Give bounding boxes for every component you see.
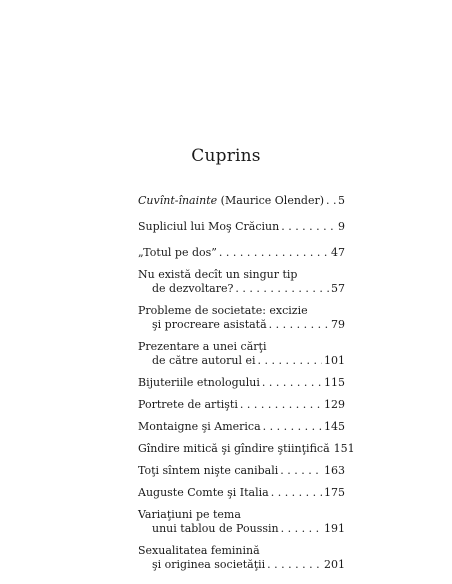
toc-page-number: 79 <box>331 318 345 331</box>
toc-page-number: 151 <box>333 442 355 455</box>
dot-leader <box>281 522 322 536</box>
toc-entry <box>138 464 345 478</box>
dot-leader <box>269 318 329 332</box>
toc-page-number: 9 <box>338 220 345 233</box>
toc-entry-title-line1: Nu există decît un singur tip <box>138 268 298 281</box>
toc-page-number: 57 <box>331 282 345 295</box>
toc-page-number: 129 <box>324 398 345 411</box>
toc-entry-title-line1: Prezentare a unei cărţi <box>138 340 267 353</box>
page-title: Cuprins <box>191 146 261 166</box>
toc-page-number: 145 <box>324 420 345 433</box>
toc-entry-title-line1: Variaţiuni pe tema <box>138 508 241 521</box>
toc-entry <box>138 376 345 390</box>
toc-entry <box>138 544 345 572</box>
toc-entry <box>138 442 355 456</box>
toc-page-number: 191 <box>324 522 345 535</box>
toc-entry <box>138 420 345 434</box>
toc-page-number: 47 <box>331 246 345 259</box>
dot-leader <box>263 420 322 434</box>
toc-entry-title: Bijuteriile etnologului <box>138 376 260 389</box>
toc-page-number: 201 <box>324 558 345 571</box>
dot-leader <box>280 464 322 478</box>
toc-entry <box>138 340 345 368</box>
toc-entry-title: de dezvoltare? <box>152 282 234 295</box>
toc-entry-title: Auguste Comte şi Italia <box>138 486 269 499</box>
toc-entry-title: unui tablou de Poussin <box>152 522 279 535</box>
toc-entry-title: Montaigne şi America <box>138 420 261 433</box>
dot-leader <box>271 486 322 500</box>
dot-leader <box>262 376 322 390</box>
toc-entry-title: de către autorul ei <box>152 354 256 367</box>
toc-entry-title-line1: Sexualitatea feminină <box>138 544 260 557</box>
toc-entry <box>138 486 345 500</box>
toc-page-number: 163 <box>324 464 345 477</box>
toc-entry <box>138 304 345 332</box>
toc-entry-title: Gîndire mitică şi gîndire ştiinţifică <box>138 442 330 455</box>
toc-entry-title: şi procreare asistată <box>152 318 267 331</box>
toc-entry-title: şi originea societăţii <box>152 558 266 571</box>
dot-leader <box>267 558 322 572</box>
toc-entry <box>138 220 345 234</box>
toc-entry-title: „Totul pe dos” <box>138 246 217 259</box>
toc-entry-title: Portrete de artişti <box>138 398 238 411</box>
dot-leader <box>240 398 322 412</box>
toc-page-number: 175 <box>324 486 345 499</box>
toc-entry <box>138 398 345 412</box>
dot-leader <box>326 194 336 208</box>
toc-entry <box>138 246 345 260</box>
dot-leader <box>219 246 329 260</box>
dot-leader <box>235 282 329 296</box>
toc-entry <box>138 268 345 296</box>
toc-page-number: 101 <box>324 354 345 367</box>
toc-entry-italic: Cuvînt-înainte <box>138 194 218 207</box>
toc-page-number: 115 <box>324 376 345 389</box>
toc-entry-title: Supliciul lui Moş Crăciun <box>138 220 280 233</box>
toc-page-number: 5 <box>338 194 345 207</box>
toc-entry <box>138 194 345 208</box>
table-of-contents <box>138 194 355 580</box>
dot-leader <box>281 220 336 234</box>
toc-entry <box>138 508 345 536</box>
toc-entry-title-line1: Probleme de societate: excizie <box>138 304 308 317</box>
toc-entry-title: Toţi sîntem nişte canibali <box>138 464 279 477</box>
dot-leader <box>258 354 322 368</box>
toc-entry-title: (Maurice Olender) <box>217 194 325 207</box>
